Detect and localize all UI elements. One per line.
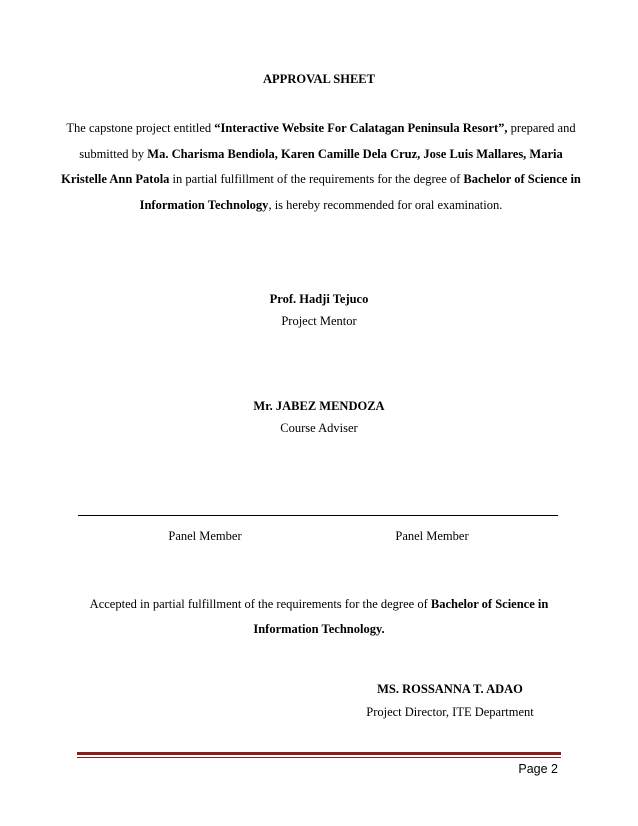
director-name: MS. ROSSANNA T. ADAO [377,682,523,696]
project-title: “Interactive Website For Calatagan Peninsula Resort”, [214,121,508,135]
intro-text-2: prepared and submitted by [79,121,576,161]
adviser-name: Mr. JABEZ MENDOZA [253,399,385,413]
footer-rule-thin [77,757,561,758]
accepted-degree: Bachelor of Science in Information Technology. [253,597,549,636]
footer-rule [77,752,561,755]
degree-name: Bachelor of Science in Information Technology [139,172,581,212]
adviser-role: Course Adviser [280,421,358,435]
accepted-text: Accepted in partial fulfillment of the requirements for the degree of [89,597,431,611]
approval-statement [60,116,582,218]
mentor-name: Prof. Hadji Tejuco [269,292,369,306]
director-role: Project Director, ITE Department [366,705,534,719]
authors: Ma. Charisma Bendiola, Karen Camille Dela Cruz, Jose Luis Mallares, Maria Kristelle Ann Patola [61,146,563,186]
panel-signature-line [78,515,558,516]
page-title: APPROVAL SHEET [263,72,375,86]
mentor-role: Project Mentor [281,314,357,328]
panel-member-1: Panel Member [168,529,242,543]
panel-member-2: Panel Member [395,529,469,543]
page-number: Page 2 [518,762,558,776]
acceptance-statement [60,592,578,642]
intro-text-4: , is hereby recommended for oral examination. [268,197,503,212]
intro-text-1: The capstone project entitled [66,121,215,135]
intro-text-3: in partial fulfillment of the requirements for the degree of [169,172,464,186]
